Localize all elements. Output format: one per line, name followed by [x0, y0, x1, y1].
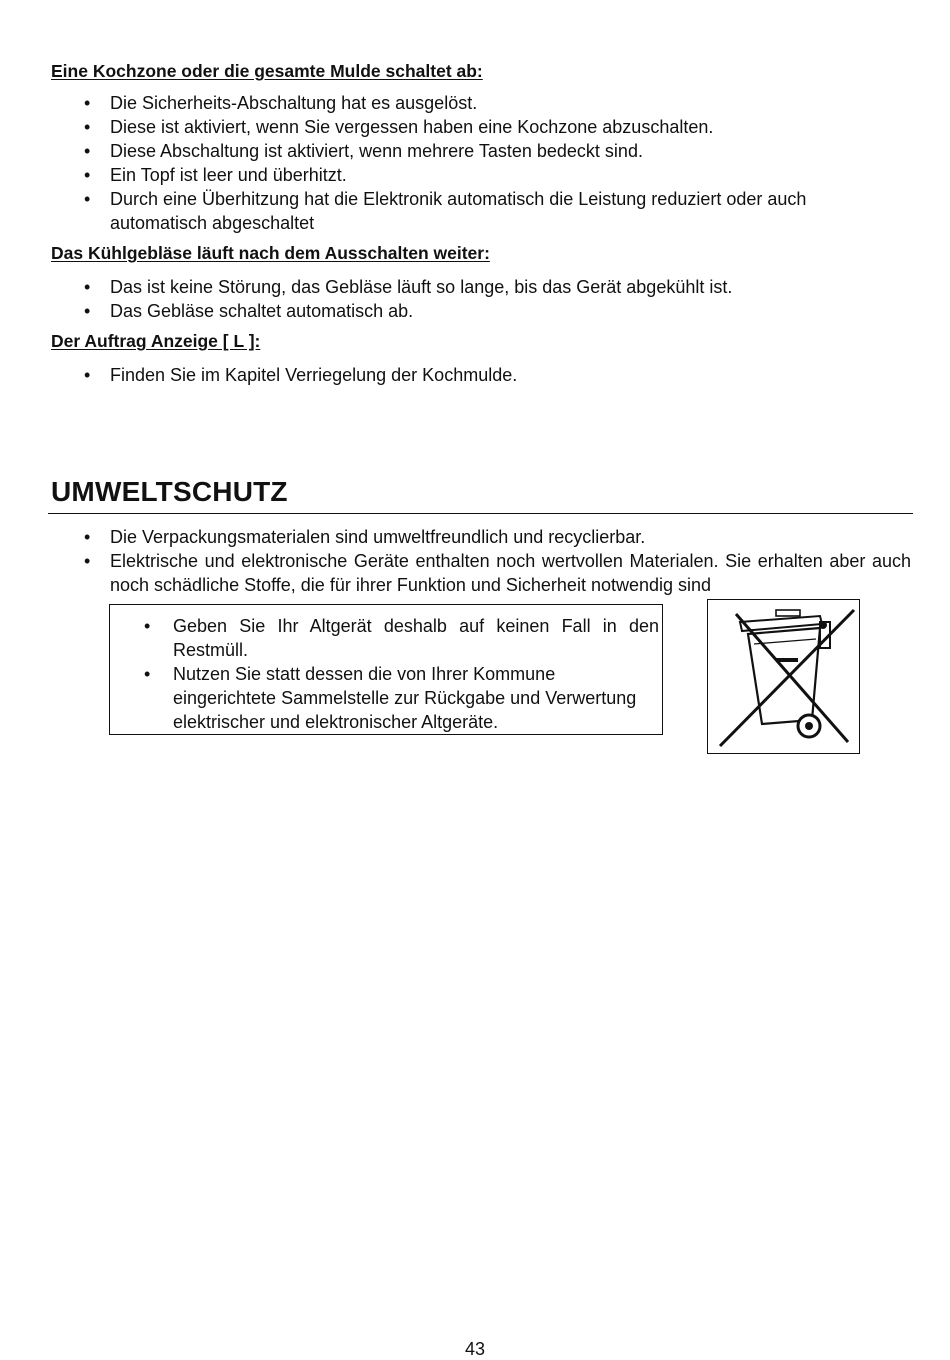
section-heading-shutdown: Eine Kochzone oder die gesamte Mulde schaltet ab: [51, 61, 483, 81]
shutdown-list [51, 91, 891, 235]
title-rule [48, 513, 913, 514]
list-item: • Elektrische und elektronische Geräte enthalten noch wertvollen Materialen. Sie erhalten aber auch noch schädliche Stoffe, die für ihrer Funktion und Sicherheit notwendig sind [51, 549, 911, 597]
list-item: • Nutzen Sie statt dessen die von Ihrer Kommune eingerichtete Sammelstelle zur Rückgabe und Verwertung elektrischer und elektronischer Altgeräte. [110, 662, 661, 734]
list-item: • Durch eine Überhitzung hat die Elektronik automatisch die Leistung reduziert oder auch automatisch abgeschaltet [51, 187, 891, 235]
list-item: • Die Verpackungsmaterialen sind umweltfreundlich und recyclierbar. [51, 525, 911, 549]
section-heading-cooling-fan: Das Kühlgebläse läuft nach dem Ausschalten weiter: [51, 243, 490, 263]
list-item: • Geben Sie Ihr Altgerät deshalb auf keinen Fall in den Restmüll. [110, 614, 661, 662]
disposal-list [110, 614, 661, 734]
list-item: • Diese ist aktiviert, wenn Sie vergessen haben eine Kochzone abzuschalten. [51, 115, 891, 139]
list-item: • Das Gebläse schaltet automatisch ab. [51, 299, 891, 323]
list-item: • Ein Topf ist leer und überhitzt. [51, 163, 891, 187]
section-heading-lock-indicator: Der Auftrag Anzeige [ L ]: [51, 331, 261, 351]
list-item: • Das ist keine Störung, das Gebläse läuft so lange, bis das Gerät abgekühlt ist. [51, 275, 891, 299]
list-item: • Die Sicherheits-Abschaltung hat es ausgelöst. [51, 91, 891, 115]
crossed-out-wheelie-bin-icon [707, 599, 860, 754]
page-number: 43 [464, 1339, 486, 1359]
list-item: • Finden Sie im Kapitel Verriegelung der Kochmulde. [51, 363, 891, 387]
section-title-umweltschutz: UMWELTSCHUTZ [51, 476, 288, 507]
umwelt-list [51, 525, 911, 597]
cooling-fan-list [51, 275, 891, 323]
disposal-notice-box [109, 604, 663, 735]
lock-indicator-list [51, 363, 891, 387]
list-item: • Diese Abschaltung ist aktiviert, wenn mehrere Tasten bedeckt sind. [51, 139, 891, 163]
